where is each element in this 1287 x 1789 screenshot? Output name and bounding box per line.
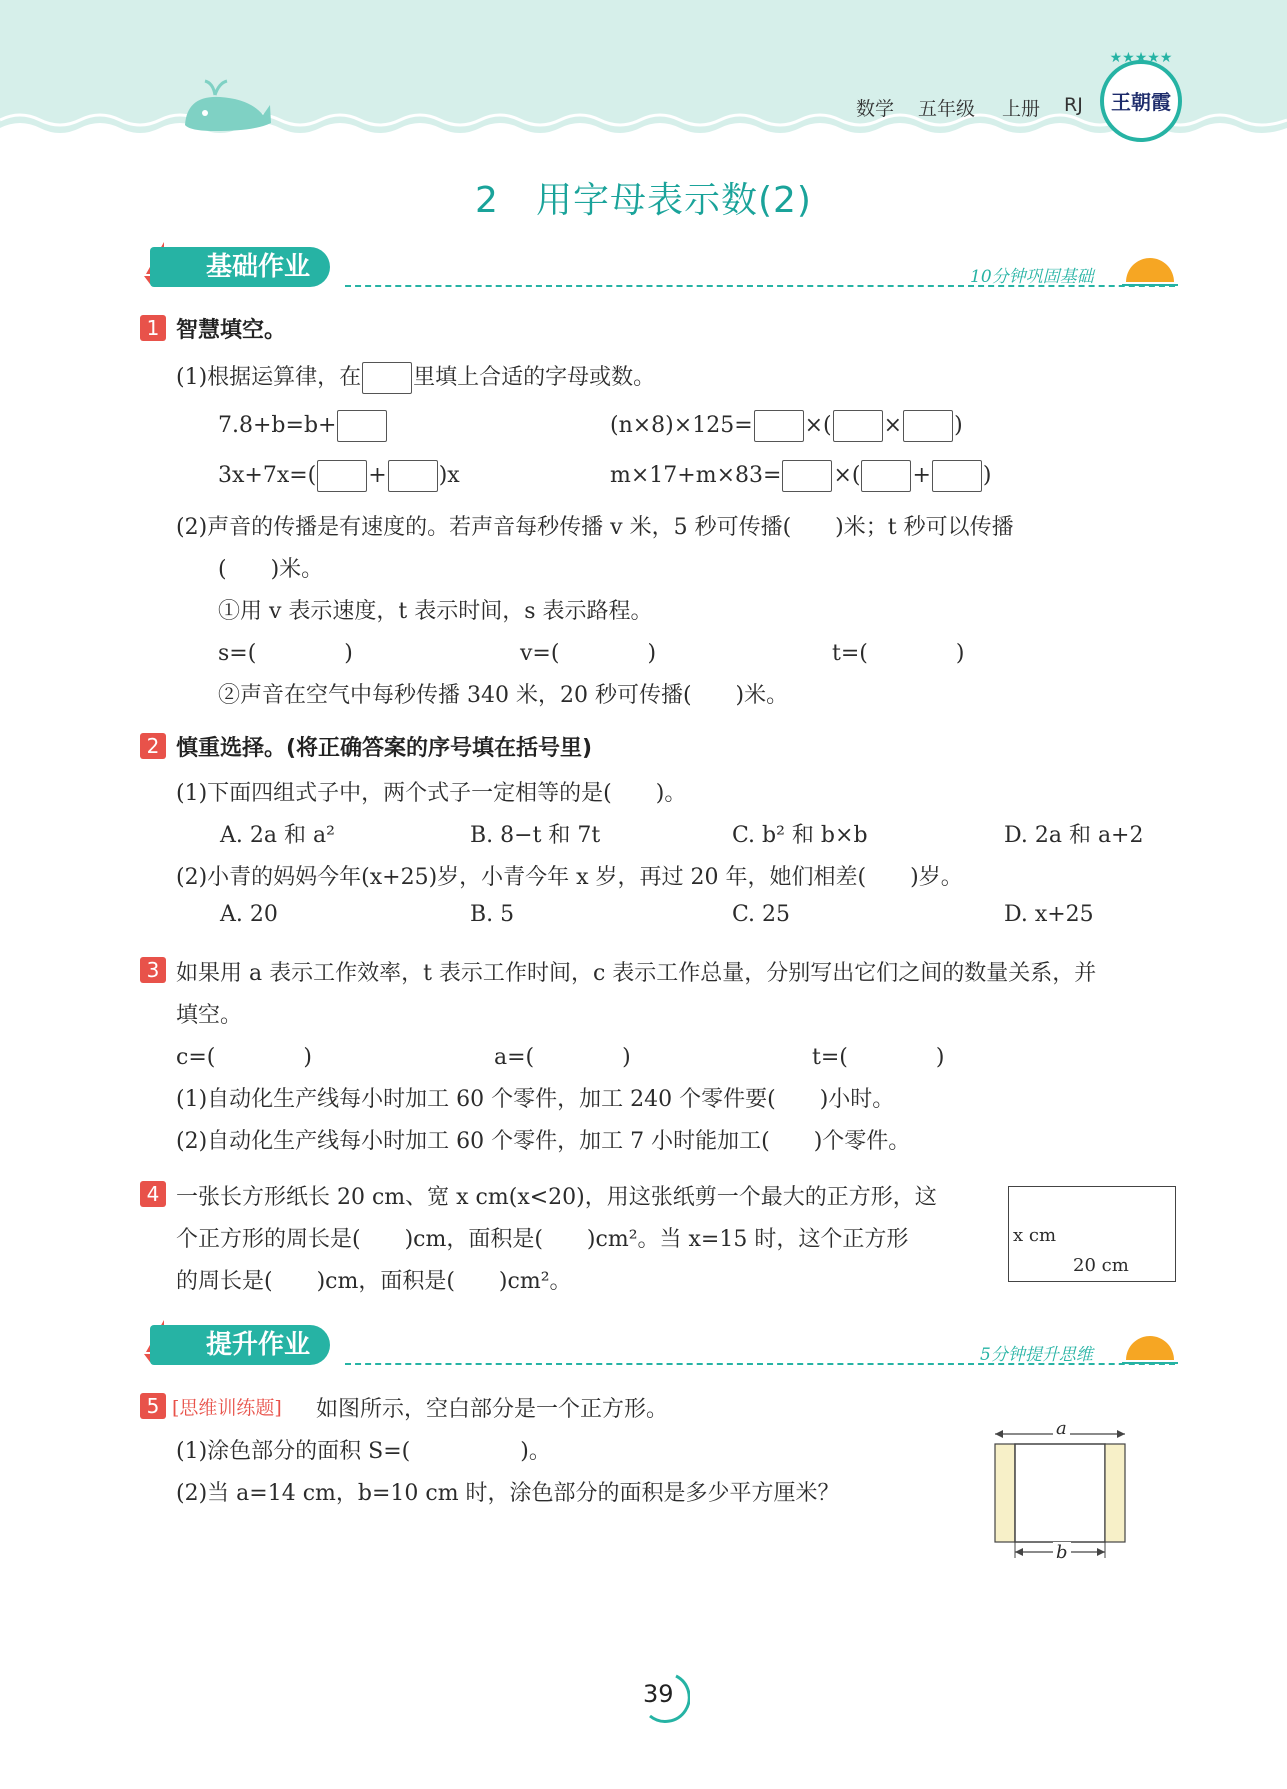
answer-box[interactable]	[317, 460, 367, 492]
q1-part2-sub1: ①用 v 表示速度，t 表示时间，s 表示路程。	[218, 599, 653, 624]
whale-icon	[175, 75, 275, 135]
question-number: 1	[140, 315, 166, 341]
q3-formula-a: a=( )	[494, 1045, 631, 1070]
answer-box[interactable]	[932, 460, 982, 492]
answer-box[interactable]	[337, 410, 387, 442]
q2-part1-option-c[interactable]: C. b² 和 b×b	[732, 823, 868, 848]
logo-text: 王朝霞	[1111, 90, 1171, 114]
q4-line3: 的周长是( )cm，面积是( )cm²。	[176, 1269, 572, 1294]
logo-stars: ★★★★★	[1109, 50, 1173, 66]
page-number: 39	[643, 1680, 674, 1708]
answer-box[interactable]	[861, 460, 911, 492]
rectangle-width-label: x cm	[1013, 1225, 1057, 1246]
brand-logo	[1100, 50, 1182, 142]
header-grade: 五年级	[918, 98, 976, 120]
q5-part1: (1)涂色部分的面积 S=( )。	[176, 1439, 551, 1464]
q1-equation-4: m×17+m×83= ×( + )	[610, 460, 992, 492]
q1-equation-2: (n×8)×125= ×( × )	[610, 410, 963, 442]
answer-box[interactable]	[362, 362, 412, 394]
q2-part2-option-b[interactable]: B. 5	[470, 902, 515, 927]
header-volume: 上册	[1002, 98, 1041, 120]
q1-heading: 智慧填空。	[176, 318, 287, 343]
figure-label-a: a	[1053, 1418, 1070, 1439]
q1-formula-v: v=( )	[520, 641, 657, 666]
sunrise-icon	[1120, 1328, 1180, 1368]
q2-part2-option-d[interactable]: D. x+25	[1004, 902, 1094, 927]
q2-part1-option-d[interactable]: D. 2a 和 a+2	[1004, 823, 1144, 848]
answer-box[interactable]	[754, 410, 804, 442]
q2-part1-option-a[interactable]: A. 2a 和 a²	[220, 823, 335, 848]
figure-label-b: b	[1053, 1542, 1071, 1563]
q1-formula-s: s=( )	[218, 641, 353, 666]
q3-part2: (2)自动化生产线每小时加工 60 个零件，加工 7 小时能加工( )个零件。	[176, 1129, 911, 1154]
sunrise-icon	[1120, 250, 1180, 290]
page-title: 2 用字母表示数(2)	[475, 180, 812, 221]
question-number: 5	[140, 1393, 166, 1419]
q2-heading: 慎重选择。(将正确答案的序号填在括号里)	[176, 736, 593, 761]
q1-part2-line2: ( )米。	[218, 557, 324, 582]
q3-line2: 填空。	[176, 1003, 243, 1028]
q5-training-tag: [思维训练题]	[172, 1397, 282, 1419]
q4-line2: 个正方形的周长是( )cm，面积是( )cm²。当 x=15 时，这个正方形	[176, 1227, 909, 1252]
question-number: 4	[140, 1181, 166, 1207]
q1-formula-t: t=( )	[832, 641, 965, 666]
q2-part1: (1)下面四组式子中，两个式子一定相等的是( )。	[176, 781, 687, 806]
q1-equation-3: 3x+7x=( + )x	[218, 460, 460, 492]
q2-part2: (2)小青的妈妈今年(x+25)岁，小青今年 x 岁，再过 20 年，她们相差( )岁。	[176, 865, 963, 890]
question-number: 3	[140, 957, 166, 983]
section-basic-tag: 10分钟巩固基础	[970, 267, 1094, 287]
question-number: 2	[140, 733, 166, 759]
q2-part1-option-b[interactable]: B. 8−t 和 7t	[470, 823, 601, 848]
answer-box[interactable]	[833, 410, 883, 442]
answer-box[interactable]	[388, 460, 438, 492]
section-basic-label: 基础作业	[150, 247, 330, 287]
q1-part1-instruction: (1)根据运算律，在 里填上合适的字母或数。	[176, 360, 655, 394]
q2-part2-option-c[interactable]: C. 25	[732, 902, 791, 927]
q3-line1: 如果用 a 表示工作效率，t 表示工作时间，c 表示工作总量，分别写出它们之间的数量关系，并	[176, 961, 1097, 986]
q3-formula-c: c=( )	[176, 1045, 312, 1070]
section-advanced-tag: 5分钟提升思维	[980, 1345, 1093, 1365]
header-subject: 数学	[856, 98, 895, 120]
q1-equation-1: 7.8+b=b+	[218, 410, 388, 442]
q3-part1: (1)自动化生产线每小时加工 60 个零件，加工 240 个零件要( )小时。	[176, 1087, 895, 1112]
q5-heading: 如图所示，空白部分是一个正方形。	[316, 1397, 669, 1422]
answer-box[interactable]	[782, 460, 832, 492]
answer-box[interactable]	[903, 410, 953, 442]
rectangle-length-label: 20 cm	[1073, 1255, 1129, 1276]
q4-line1: 一张长方形纸长 20 cm、宽 x cm(x<20)，用这张纸剪一个最大的正方形，这	[176, 1185, 937, 1210]
q2-part2-option-a[interactable]: A. 20	[220, 902, 278, 927]
header-edition: RJ	[1064, 94, 1083, 116]
q3-formula-t: t=( )	[812, 1045, 945, 1070]
q1-part2-sub2: ②声音在空气中每秒传播 340 米，20 秒可传播( )米。	[218, 683, 789, 708]
q1-part2-line1: (2)声音的传播是有速度的。若声音每秒传播 v 米，5 秒可传播( )米；t 秒可以传播	[176, 515, 1014, 540]
section-advanced-label: 提升作业	[150, 1325, 330, 1365]
q5-part2: (2)当 a=14 cm，b=10 cm 时，涂色部分的面积是多少平方厘米？	[176, 1481, 840, 1506]
q4-rectangle-figure	[1008, 1186, 1176, 1282]
